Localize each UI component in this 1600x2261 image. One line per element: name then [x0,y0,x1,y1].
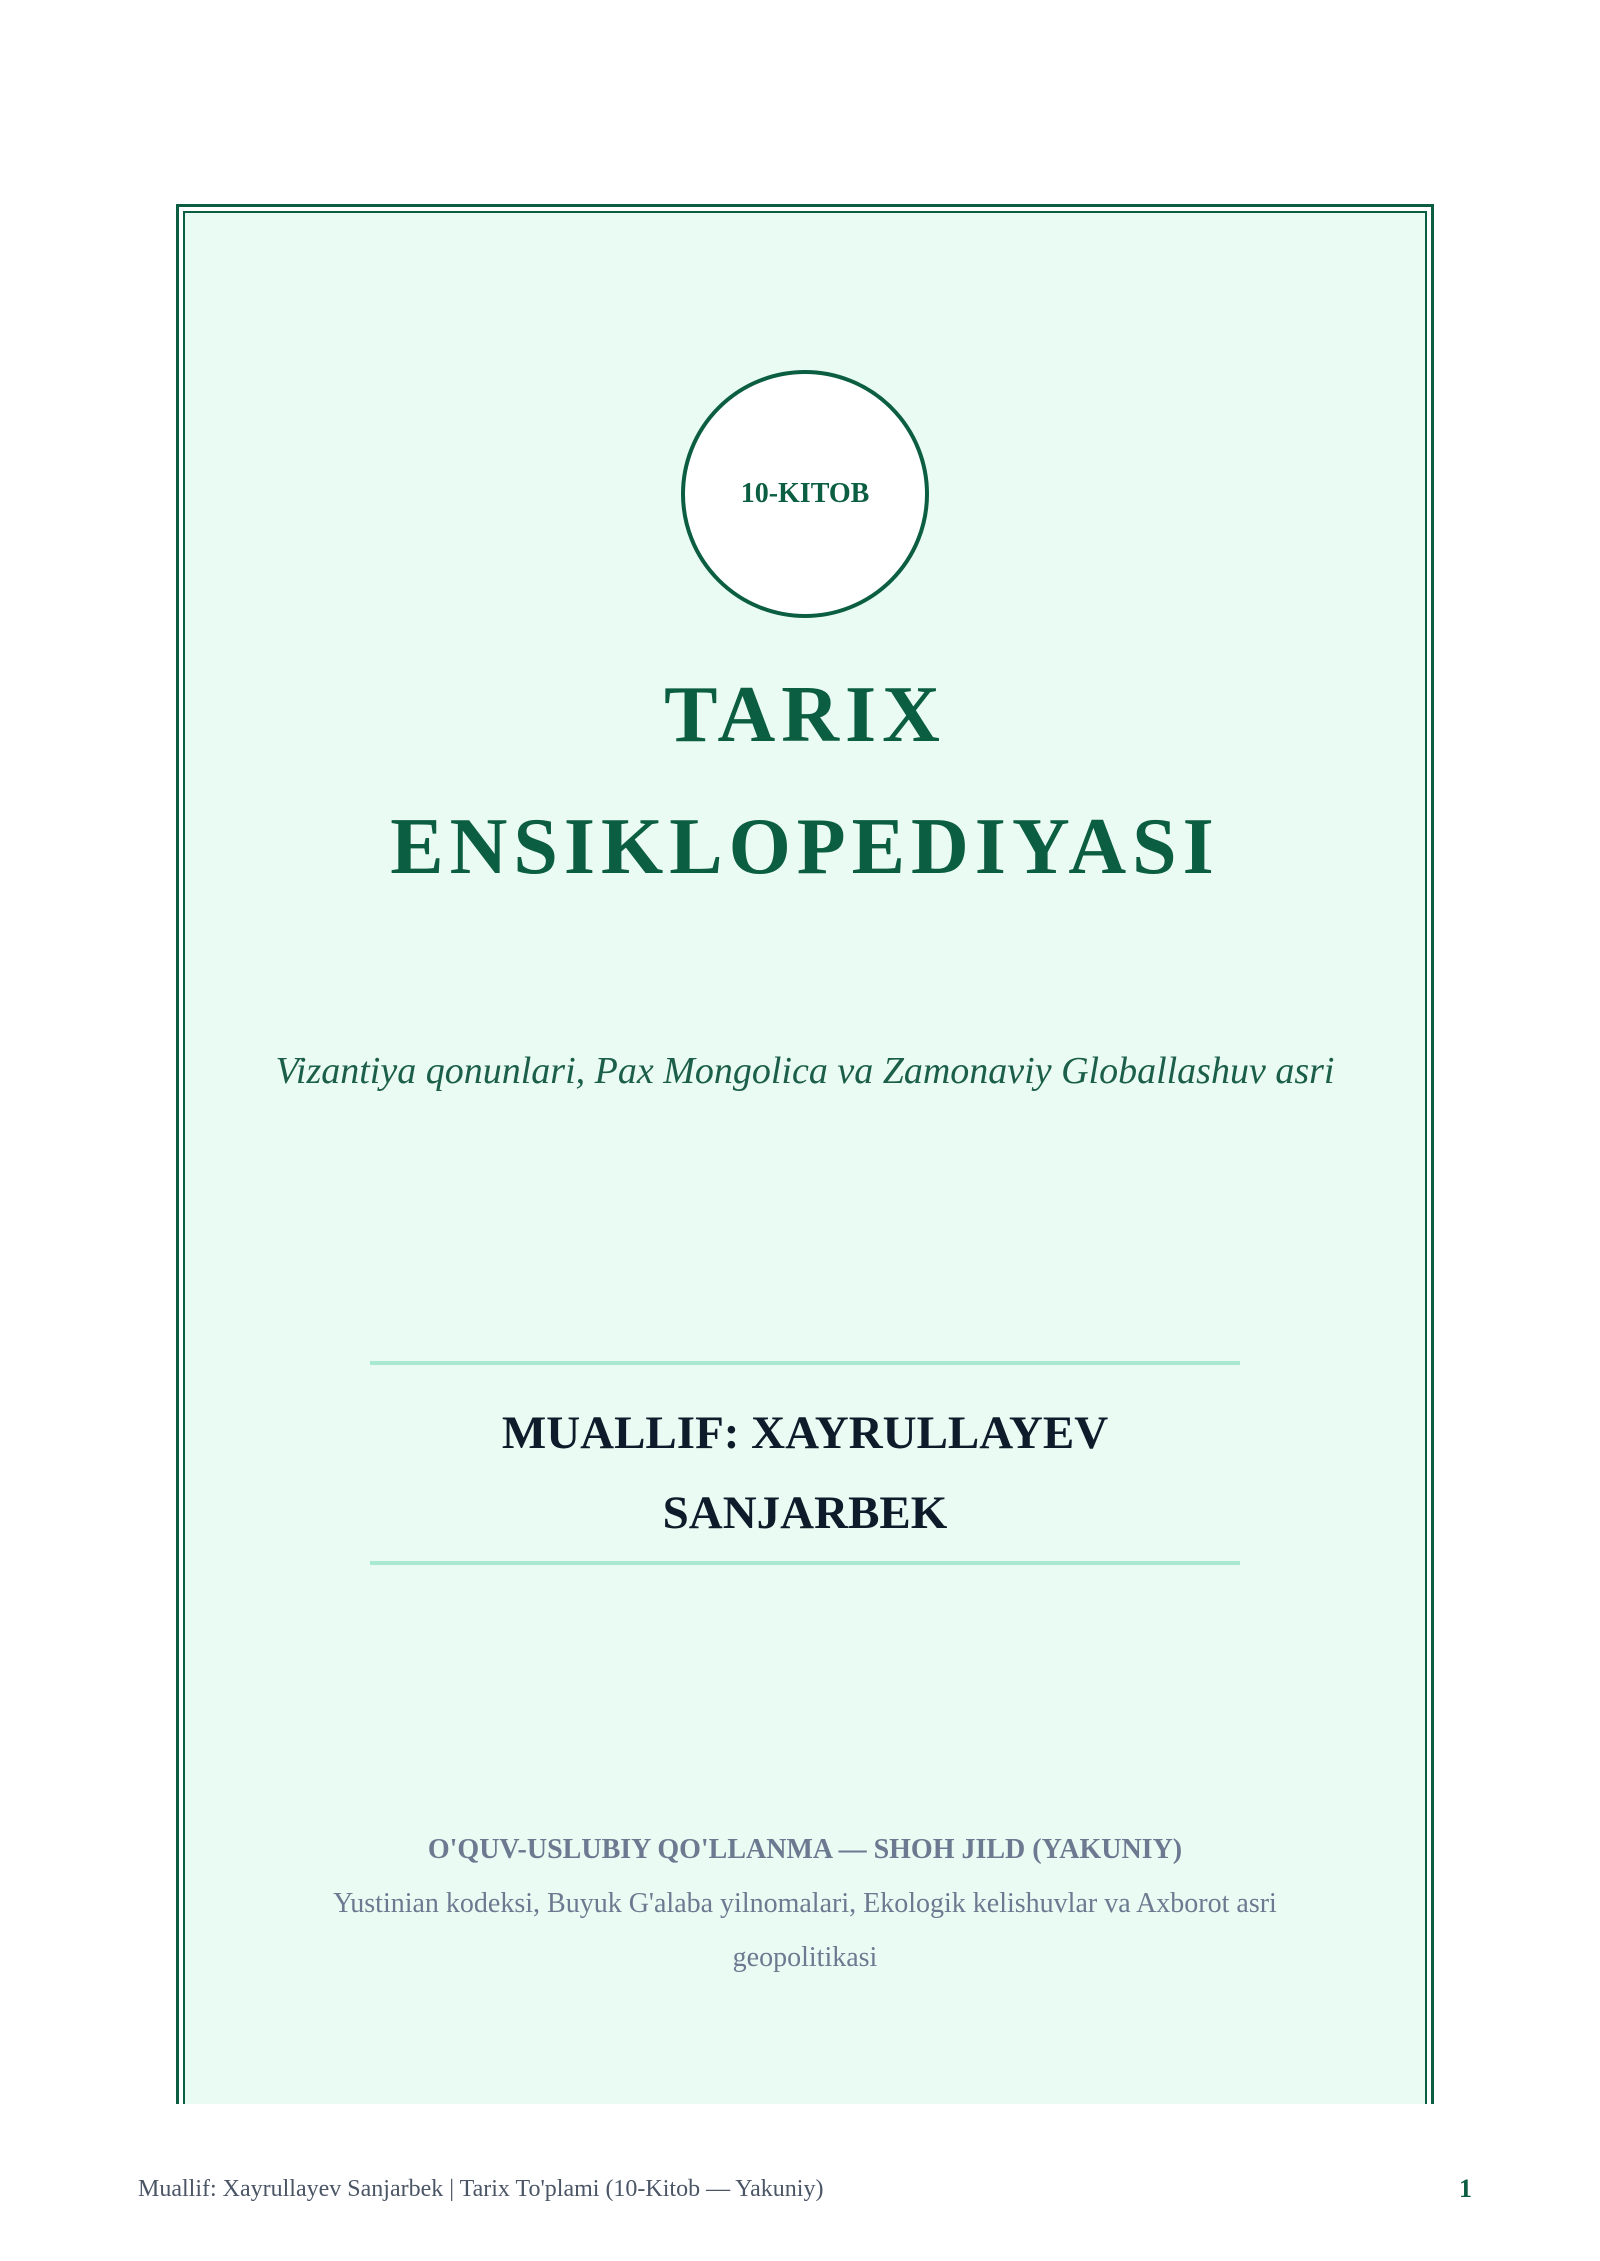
author-divider-top [370,1361,1240,1365]
cover-frame [176,204,1434,2104]
title-line-2: ENSIKLOPEDIYASI [390,803,1220,891]
footer-text: Muallif: Xayrullayev Sanjarbek | Tarix To'plami (10-Kitob — Yakuniy) [138,2176,824,2202]
book-number-label: 10-KITOB [740,478,870,509]
cover-subtitle: Vizantiya qonunlari, Pax Mongolica va Zamonaviy Globallashuv asri [275,1050,1335,1092]
guide-title: O'QUV-USLUBIY QO'LLANMA — SHOH JILD (YAKUNIY) [427,1834,1183,1865]
guide-description: Yustinian kodeksi, Buyuk G'alaba yilnomalari, Ekologik kelishuvlar va Axborot asri geopolitikasi [333,1888,1277,1973]
author-block [185,1393,1425,1553]
author-line-1: MUALLIF: XAYRULLAYEV [501,1407,1109,1459]
cover-title [185,649,1425,913]
author-line-2: SANJARBEK [662,1487,948,1539]
title-line-1: TARIX [664,671,946,759]
page-number: 1 [1459,2174,1472,2203]
book-number-badge [681,370,929,618]
author-divider-bottom [370,1561,1240,1565]
cover-panel [183,211,1427,2104]
